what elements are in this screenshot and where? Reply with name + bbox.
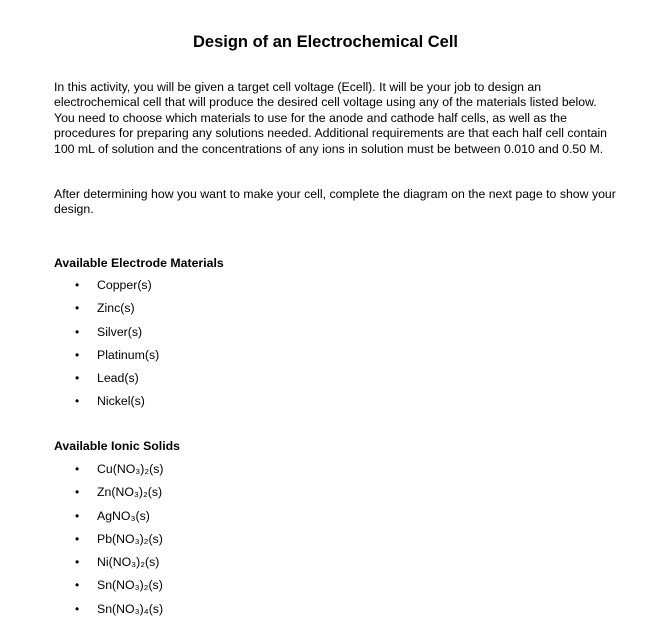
ionic-item-nickel-nitrate: Ni(NO₃)₂(s) <box>97 555 160 570</box>
ionic-item-lead-nitrate: Pb(NO₃)₂(s) <box>97 531 163 546</box>
ionic-item-tin-ii-nitrate: Sn(NO₃)₂(s) <box>97 578 163 593</box>
electrode-item-zinc: Zinc(s) <box>97 301 135 316</box>
bullet-icon: • <box>75 601 80 616</box>
bullet-icon: • <box>75 531 80 546</box>
bullet-icon: • <box>75 301 80 316</box>
bullet-icon: • <box>75 555 80 570</box>
bullet-icon: • <box>75 485 80 500</box>
electrode-item-lead: Lead(s) <box>97 371 139 386</box>
electrode-item-nickel: Nickel(s) <box>97 394 145 409</box>
page-title: Design of an Electrochemical Cell <box>193 33 458 51</box>
electrode-item-silver: Silver(s) <box>97 324 143 339</box>
bullet-icon: • <box>75 508 80 523</box>
bullet-icon: • <box>75 462 80 476</box>
intro-paragraph: In this activity, you will be given a target cell voltage (Ecell). It will be your job to design an electrochemical cell that will produce the desired cell voltage using any of the materials listed below. You need to choose which materials to use for the anode and cathode half cells, as well as the procedures for preparing any solutions needed. Additional requirements are that each half cell contain 100 mL of solution and the concentrations of any ions in solution must be between 0.010 and 0.50 M. <box>54 80 608 156</box>
bullet-icon: • <box>75 278 80 292</box>
bullet-icon: • <box>75 347 80 362</box>
ionic-solids-heading: Available Ionic Solids <box>54 439 180 453</box>
electrode-materials-heading: Available Electrode Materials <box>54 256 224 270</box>
ionic-item-silver-nitrate: AgNO₃(s) <box>97 508 150 523</box>
ionic-item-zinc-nitrate: Zn(NO₃)₂(s) <box>97 485 163 500</box>
bullet-icon: • <box>75 371 80 386</box>
ionic-item-tin-iv-nitrate: Sn(NO₃)₄(s) <box>97 601 164 616</box>
instruction-paragraph: After determining how you want to make your cell, complete the diagram on the next page to show your design. <box>54 187 616 217</box>
bullet-icon: • <box>75 394 80 409</box>
electrode-item-copper: Copper(s) <box>97 278 152 292</box>
bullet-icon: • <box>75 578 80 593</box>
electrode-item-platinum: Platinum(s) <box>97 347 160 362</box>
ionic-item-copper-nitrate: Cu(NO₃)₂(s) <box>97 462 164 476</box>
bullet-icon: • <box>75 324 80 339</box>
